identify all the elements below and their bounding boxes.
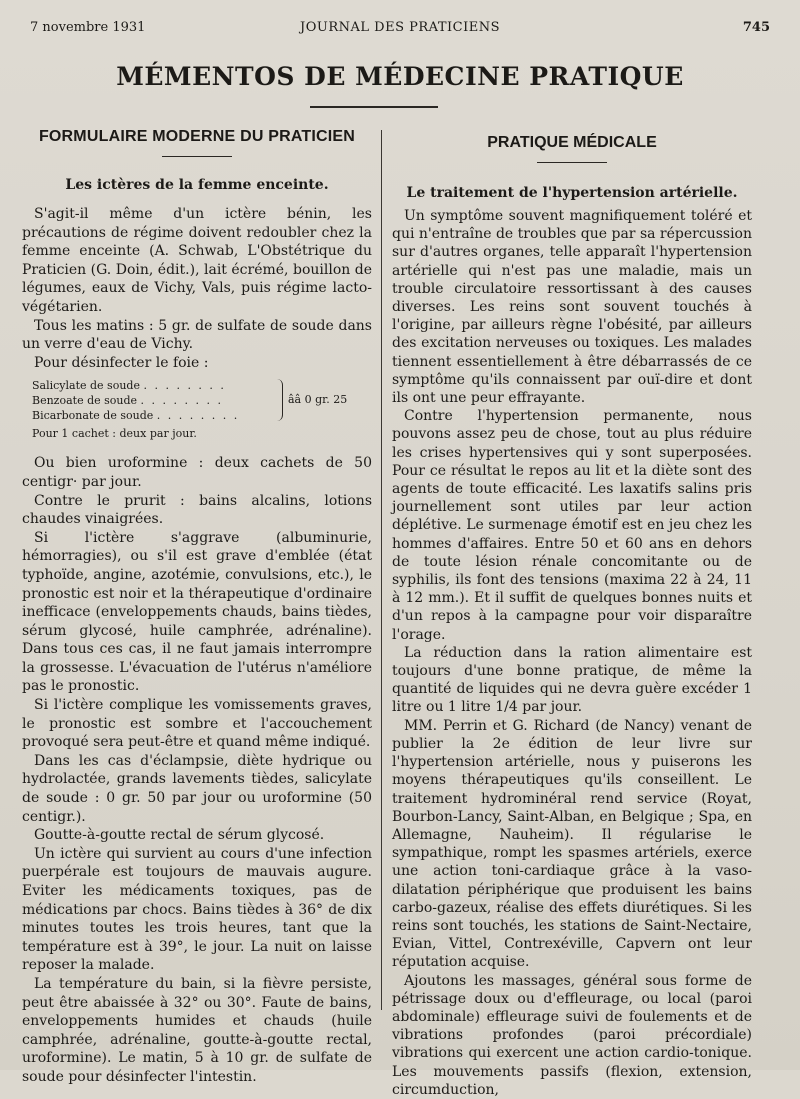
formula-row <box>32 378 372 393</box>
right-paragraph-2: Contre l'hypertension permanente, nous pouvons assez peu de chose, tout au plus réduire les crises hypertensives qui y sont superposées. Pour ce résultat le repos au lit et la diète sont des agents de toute efficacité. Les laxatifs salins pris journellement sont utiles par leur action déplétive. Le surmenage émotif est en jeu chez les hommes d'affaires. Entre 50 et 60 ans en dehors de toute lésion rénale concomitante ou de syphilis, ils font des tensions (maxima 22 à 24, 11 à 12 mm.). Et il suffit de quelques bonnes nuits et d'un repos à la campagne pour voir disparaître l'orage. <box>392 408 752 643</box>
right-paragraph-3: La réduction dans la ration alimentaire est toujours d'une bonne pratique, de même la quantité de liquides qui ne devra guère excéder 1 litre ou 1 litre 1/4 par jour. <box>392 644 752 716</box>
right-section-rule <box>537 162 607 163</box>
left-paragraph-11: La température du bain, si la fièvre persiste, peut être abaissée à 32° ou 30°. Faute de bains, enveloppements humides et chauds (huile camphrée, adrénaline, goutte-à-goutte rectal, uroformine). Le matin, 5 à 10 gr. de sulfate de soude pour désinfecter l'intestin. <box>22 975 372 1085</box>
prescription-formula <box>32 378 372 423</box>
left-paragraph-9: Goutte-à-goutte rectal de sérum glycosé. <box>34 827 325 844</box>
left-paragraph-8: Dans les cas d'éclampsie, diète hydrique ou hydrolactée, grands lavements tièdes, salicylate de soude : 0 gr. 50 par jour ou uroformine (50 centigr.). <box>22 752 372 825</box>
left-paragraph-5: Contre le prurit : bains alcalins, lotions chaudes vinaigrées. <box>22 492 372 528</box>
left-paragraph-6: Si l'ictère s'aggrave (albuminurie, hémorragies), ou s'il est grave d'emblée (état typhoïde, angine, azotémie, convulsions, etc.), le pronostic est noir et la thérapeutique d'ordinaire inefficace (enveloppements chauds, bains tièdes, sérum glycosé, huile camphrée, adrénaline). Dans tous ces cas, il ne faut jamais interrompre la grossesse. L'évacuation de l'utérus n'améliore pas le pronostic. <box>22 529 372 695</box>
main-title: MÉMENTOS DE MÉDECINE PRATIQUE <box>116 62 684 91</box>
left-paragraph-2: Tous les matins : 5 gr. de sulfate de soude dans un verre d'eau de Vichy. <box>22 317 372 353</box>
title-rule <box>310 106 438 108</box>
running-head <box>30 20 770 40</box>
right-article-title: Le traitement de l'hypertension artérielle. <box>406 185 738 201</box>
left-section-rule <box>162 156 232 157</box>
left-article-title: Les ictères de la femme enceinte. <box>65 177 329 193</box>
formula-brace <box>276 379 283 421</box>
left-section-heading: FORMULAIRE MODERNE DU PRATICIEN <box>38 128 356 145</box>
column-divider <box>381 130 382 1010</box>
formula-dots: . . . . . . . . <box>143 379 226 393</box>
left-paragraph-4: Ou bien uroformine : deux cachets de 50 centigr· par jour. <box>22 455 372 490</box>
formula-dots: . . . . . . . . <box>140 394 223 408</box>
right-column <box>392 128 752 1099</box>
right-paragraph-4: MM. Perrin et G. Richard (de Nancy) venant de publier la 2e édition de leur livre sur l'hypertension artérielle, nous y puiserons les moyens thérapeutiques qu'ils conseillent. Le traitement hydrominéral rend service (Royat, Bourbon-Lancy, Saint-Alban, en Belgique ; Spa, en Allemagne, Nauheim). Il régularise le sympathique, rompt les spasmes artériels, exerce une action toni-cardiaque grâce à la vaso-dilatation périphérique que produisent les bains carbo-gazeux, réalise des effets diurétiques. Si les reins sont touchés, les stations de Saint-Nectaire, Evian, Vittel, Contrexéville, Capvern ont leur réputation acquise. <box>392 717 752 971</box>
journal-name: JOURNAL DES PRATICIENS <box>300 20 500 35</box>
formula-row <box>32 408 372 423</box>
formula-caption: Pour 1 cachet : deux par jour. <box>32 427 197 441</box>
right-paragraph-1: Un symptôme souvent magnifiquement toléré et qui n'entraîne de troubles que par sa répercussion sur d'autres organes, telle apparaît l'hypertension artérielle qui n'est pas une maladie, mais un trouble circulatoire ressortissant à des causes diverses. Les reins sont souvent touchés à l'origine, par ailleurs règne l'obésité, par ailleurs des excitation nerveuses ou toxiques. Les malades tiennent essentiellement à être débarrassés de ce symptôme qu'ils connaissent par ouï-dire et dont ils ont une peur effrayante. <box>392 208 753 407</box>
right-paragraph-5: Ajoutons les massages, général sous forme de pétrissage doux ou d'effleurage, ou local (paroi abdominale) effleurage suivi de foulements et de vibrations profondes (paroi précordiale) vibrations qui exercent une action cardio-tonique. Les mouvements passifs (flexion, extension, circumduction, <box>392 972 752 1098</box>
formula-dots: . . . . . . . . <box>156 409 240 423</box>
left-paragraph-10: Un ictère qui survient au cours d'une infection puerpérale est toujours de mauvais augure. Eviter les médicaments toxiques, pas de médications par chocs. Bains tièdes à 36° de dix minutes toutes les trois heures, tant que la température est à 39°, le jour. La nuit on laisse reposer la malade. <box>22 845 372 974</box>
formula-ingredient: Salicylate de soude <box>32 379 140 393</box>
left-column <box>22 128 372 1087</box>
formula-dose: ââ 0 gr. 25 <box>288 393 348 407</box>
left-paragraph-1: S'agit-il même d'un ictère bénin, les précautions de régime doivent redoubler chez la femme enceinte (A. Schwab, L'Obstétrique du Praticien (G. Doin, édit.), lait écrémé, bouillon de légumes, eaux de Vichy, Vals, puis régime lacto-végétarien. <box>22 206 372 315</box>
left-paragraph-3: Pour désinfecter le foie : <box>34 354 209 371</box>
page-number: 745 <box>742 20 770 35</box>
formula-ingredient: Benzoate de soude <box>32 394 138 408</box>
left-paragraph-7: Si l'ictère complique les vomissements graves, le pronostic est sombre et l'accouchement provoqué sera peut-être et quand même indiqué. <box>22 697 372 751</box>
right-section-heading: PRATIQUE MÉDICALE <box>487 134 657 151</box>
formula-ingredient: Bicarbonate de soude <box>32 409 154 423</box>
issue-date: 7 novembre 1931 <box>30 20 146 35</box>
